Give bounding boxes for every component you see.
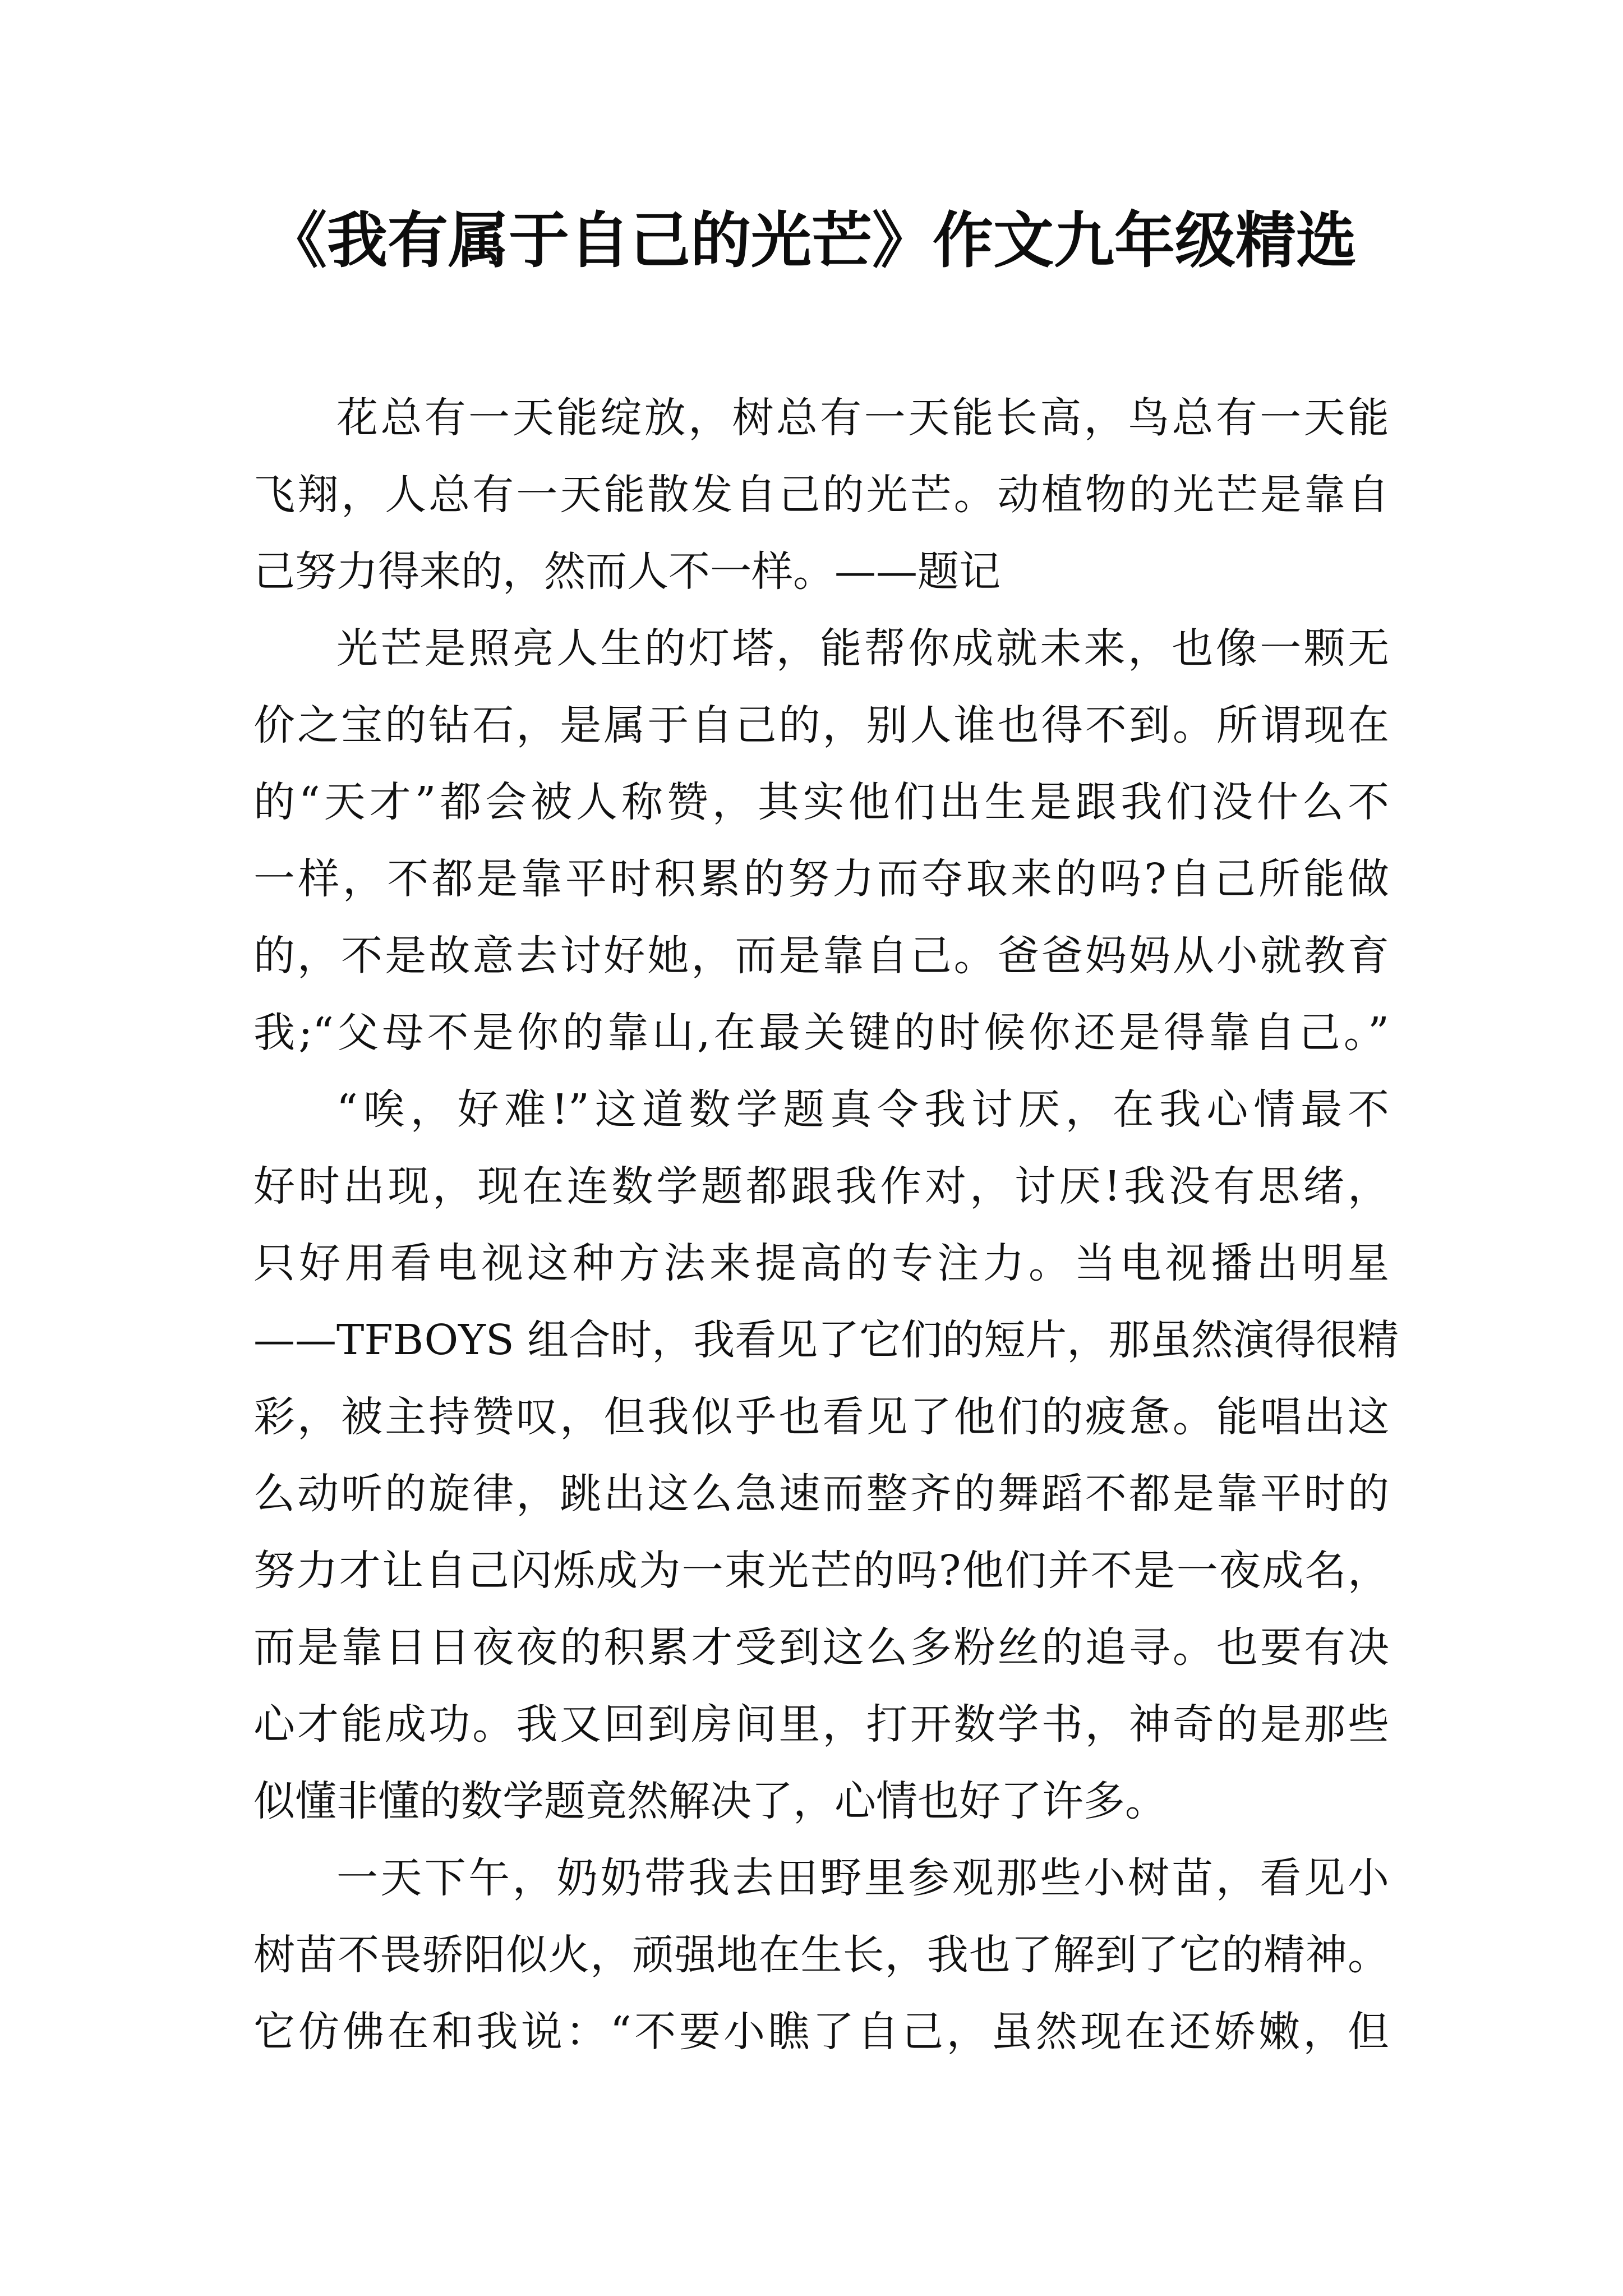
paragraph-line: 我;“父母不是你的靠山,在最关键的时候你还是得靠自己。” bbox=[253, 1009, 1389, 1057]
paragraph-line: 心才能成功。我又回到房间里，打开数学书，神奇的是那些 bbox=[253, 1700, 1389, 1749]
document-body bbox=[253, 380, 1399, 2070]
paragraph-line: 价之宝的钻石，是属于自己的，别人谁也得不到。所谓现在 bbox=[253, 701, 1389, 749]
paragraph-1 bbox=[253, 380, 1389, 610]
paragraph-line: 一样，不都是靠平时积累的努力而夺取来的吗?自己所能做 bbox=[253, 855, 1389, 903]
paragraph-line: 的，不是故意去讨好她，而是靠自己。爸爸妈妈从小就教育 bbox=[253, 932, 1389, 980]
paragraph-3 bbox=[253, 1071, 1399, 1840]
paragraph-line: 似懂非懂的数学题竟然解决了，心情也好了许多。 bbox=[253, 1777, 1166, 1825]
paragraph-4 bbox=[253, 1840, 1389, 2070]
paragraph-line: 一天下午，奶奶带我去田野里参观那些小树苗，看见小 bbox=[336, 1854, 1389, 1902]
paragraph-line: 只好用看电视这种方法来提高的专注力。当电视播出明星 bbox=[253, 1239, 1389, 1287]
paragraph-line: 彩，被主持赞叹，但我似乎也看见了他们的疲惫。能唱出这 bbox=[253, 1393, 1389, 1441]
paragraph-line: 么动听的旋律，跳出这么急速而整齐的舞蹈不都是靠平时的 bbox=[253, 1470, 1389, 1518]
paragraph-line: ——TFBOYS 组合时，我看见了它们的短片，那虽然演得很精 bbox=[253, 1316, 1399, 1364]
paragraph-2 bbox=[253, 610, 1389, 1071]
paragraph-line: 的“天才”都会被人称赞，其实他们出生是跟我们没什么不 bbox=[253, 778, 1389, 826]
paragraph-line: 飞翔，人总有一天能散发自己的光芒。动植物的光芒是靠自 bbox=[253, 471, 1389, 519]
paragraph-line: “唉，好难!”这道数学题真令我讨厌，在我心情最不 bbox=[336, 1085, 1389, 1134]
document-title: 《我有属于自己的光芒》作文九年级精选 bbox=[266, 205, 1357, 276]
paragraph-line: 而是靠日日夜夜的积累才受到这么多粉丝的追寻。也要有决 bbox=[253, 1623, 1389, 1672]
paragraph-line: 树苗不畏骄阳似火，顽强地在生长，我也了解到了它的精神。 bbox=[253, 1931, 1389, 1979]
paragraph-line: 花总有一天能绽放，树总有一天能长高，鸟总有一天能 bbox=[336, 394, 1389, 442]
paragraph-line: 好时出现，现在连数学题都跟我作对，讨厌!我没有思绪， bbox=[253, 1162, 1389, 1211]
paragraph-line: 光芒是照亮人生的灯塔，能帮你成就未来，也像一颗无 bbox=[336, 624, 1389, 673]
paragraph-line: 己努力得来的，然而人不一样。——题记 bbox=[253, 547, 1000, 596]
paragraph-line: 它仿佛在和我说：“不要小瞧了自己，虽然现在还娇嫩，但 bbox=[253, 2008, 1389, 2056]
paragraph-line: 努力才让自己闪烁成为一束光芒的吗?他们并不是一夜成名， bbox=[253, 1547, 1389, 1595]
